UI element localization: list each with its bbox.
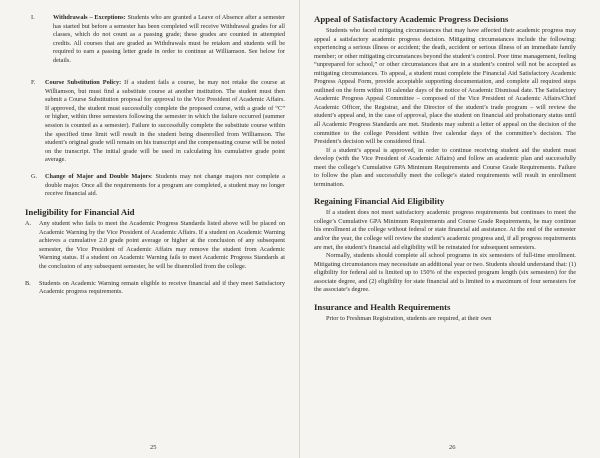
paragraph: Prior to Freshman Registration, students are required, at their own — [326, 314, 492, 322]
list-item-withdrawals — [31, 14, 285, 65]
paragraph: Students who faced mitigating circumstances that may have affected their academic progress may appeal a satisfactory academic progress decision. Mitigating circumstances include the following: experiencing a serious illness or accident; the death, accident or serious illness of an immediate family member; or other mitigating circumstances beyond the student’s control. Poor time management, feeling “unprepared for school,” or other circumstances that are in a student’s control will not be accepted as mitigating circumstances. To appeal, a student must complete the Financial Aid Satisfactory Academic Progress Appeal Form, provide acceptable supporting documentation, and complete all required steps outlined on the form within 10 calendar days of the notice of Academic Dismissal date. The Satisfactory Academic Progress Appeal Committee – composed of the Vice President of Academic Affairs/Chief Academic Officer, the Registrar, and the Director of the student’s trade program – will review the student’s appeal and, in the case of approval, place the student on financial aid probationary status until all Academic Progress Standards are met. Students may submit a letter of appeal on the decision of the committee to the college President within five calendar days of the committee’s decision. The President’s decision will be considered final. — [314, 27, 576, 146]
right-page — [300, 0, 600, 458]
list-marker: I. — [31, 14, 35, 21]
list-marker: B. — [25, 279, 31, 287]
item-title: Change of Major and Double Majors — [45, 173, 151, 181]
list-marker: A. — [25, 219, 32, 227]
paragraph: If a student does not meet satisfactory academic progress requirements but continues to meet the college’s Cumulative GPA Minimum Requirements and Course Grade Requirements, he may continue his enrollment at the college without federal or state financial aid assistance. At the end of the semester and/or the year, the college will review the student’s academic progress and, if all progress requirements are met, the student’s financial aid eligibility will be reinstated for subsequent semesters. — [314, 209, 576, 251]
paragraph: Normally, students should complete all school programs in six semesters of full-time enrollment. Mitigating circumstances may necessitate an additional year or two. Students should understand that: (1) eligibility for federal aid is limited up to 150% of the expected program length (six semesters) for the associate degree, and (2) eligibility for state financial aid is limited to a maximum of four semesters for the associate’s degree. — [314, 252, 576, 294]
page-number: 25 — [150, 444, 157, 451]
page-number: 26 — [449, 444, 456, 451]
section-heading-insurance: Insurance and Health Requirements — [314, 301, 451, 312]
list-item-b — [25, 280, 285, 297]
paragraph: If a student’s appeal is approved, in order to continue receiving student aid the student must develop (with the Vice President of Academic Affairs) and follow an academic plan and successfully meet the college’s Cumulative GPA Minimum Requirements and Course Grade Requirements. Failure to follow the plan and successfully meet the college’s stated requirements will result in enrollment termination. — [314, 146, 576, 188]
list-item-course-substitution — [31, 79, 285, 164]
item-title: Withdrawals – Exceptions: — [53, 14, 126, 21]
list-item-a — [25, 220, 285, 271]
section-heading-regain: Regaining Financial Aid Eligibility — [314, 196, 445, 207]
item-body: Students who are granted a Leave of Absence after a semester has started but before a semester has been completed will receive Withdrawal grades for all classes, which do not count as a passing grade; these grades are counted in attempted credits. All courses that are graded as Withdrawals must be retaken and students will be required to earn a passing letter grade in order to continue at Williamson. See below for details. — [53, 14, 285, 64]
section-heading-appeal: Appeal of Satisfactory Academic Progress Decisions — [314, 14, 509, 24]
item-body: Any student who fails to meet the Academic Progress Standards listed above will be placed on Academic Warning by the Vice President of Academic Affairs. If a student on Academic Warning achieves a cumulative 2.0 grade point average or higher at the conclusion of any subsequent semester, the Vice President of Academic Affairs may remove the student from Academic Warning status. If a student on Academic Warning fails to meet Academic Progress Standards at the conclusion of any subsequent semester, he will be disenrolled from the college. — [39, 219, 285, 270]
item-body: : Students may not change majors nor complete a double major. Once all the requirements for a program are completed, a student may no longer receive financial aid. — [45, 173, 285, 198]
section-heading: Ineligibility for Financial Aid — [25, 206, 135, 217]
item-body: Students on Academic Warning remain eligible to receive financial aid if they meet Satisfactory Academic progress requirements. — [39, 279, 285, 296]
list-marker: G. — [31, 173, 38, 181]
list-marker: F. — [31, 79, 36, 87]
item-title: Course Substitution Policy: — [45, 79, 122, 87]
list-item-change-of-major — [31, 173, 285, 199]
item-body: If a student fails a course, he may not retake the course at Williamson, but must find a substitute course at another institution. The student must then submit a Course Substitution proposal for approval to the Vice President of Academic Affairs. If approved, the student must successfully complete the proposed course, with a grade of “C” or higher, within three semesters following the semester in which the failure occurred (summer session is counted as a semester). Failure to successfully complete the substitute course within the specified time limit will result in the student being disenrolled from Williamson. The student’s original grade will remain on his transcript and the compensating course will be noted on the transcript. The initial grade will be used in calculating his cumulative grade point average. — [45, 79, 285, 164]
